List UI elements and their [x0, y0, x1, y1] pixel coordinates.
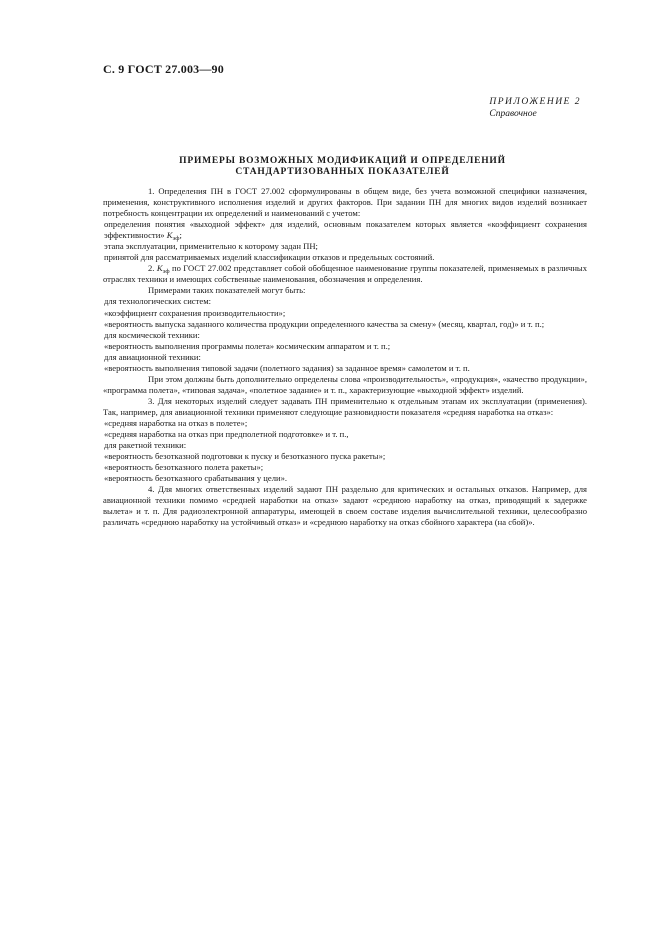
paragraph-12: для авиационной техники:: [104, 351, 201, 362]
paragraph-1: 1. Определения ПН в ГОСТ 27.002 сформулированы в общем виде, без учета возможной специфики назначения, применения, конструктивного исполнения изделий и других факторов. При задании ПН для многих видов изделий возникает потребность концентрации их определений и наименований с учетом:: [103, 186, 587, 219]
title-line-1: ПРИМЕРЫ ВОЗМОЖНЫХ МОДИФИКАЦИЙ И ОПРЕДЕЛЕНИЙ: [179, 156, 506, 166]
paragraph-13: «вероятность выполнения типовой задачи (полетного задания) за заданное время» самолетом и т. п.: [104, 362, 470, 373]
paragraph-21: «вероятность безотказного срабатывания у цели».: [104, 473, 288, 484]
paragraph-18: для ракетной техники:: [104, 440, 187, 451]
paragraph-19: «вероятность безотказной подготовки к пуску и безотказного пуска ракеты»;: [104, 451, 386, 462]
paragraph-2-end: ;: [179, 230, 182, 241]
paragraph-22: 4. Для многих ответственных изделий задают ПН раздельно для критических и остальных отказов. Например, для авиационной техники помимо «средней наработки на отказ» задают «среднюю наработку на отказ, приводящий к задержке вылета» и т. п. Для радиоэлектронной аппаратуры, имеющей в своем составе изделия вычислительной техники, целесообразно различать «среднюю наработку на устойчивый отказ» и «среднюю наработку на отказ сбойного характера (на сбой)».: [103, 484, 587, 528]
paragraph-11: «вероятность выполнения программы полета» космическим аппаратом и т. п.;: [104, 340, 391, 351]
paragraph-15: 3. Для некоторых изделий следует задавать ПН применительно к отдельным этапам их эксплуатации (применения). Так, например, для авиационной техники применяют следующие разновидности показателя «средняя наработка на отказ»:: [103, 395, 587, 417]
k-eff-symbol-2: K: [156, 263, 163, 274]
paragraph-6: Примерами таких показателей могут быть:: [148, 285, 306, 296]
paragraph-2-text: определения понятия «выходной эффект» для изделий, основным показателем которых является «коэффициент сохранения эффективности»: [104, 219, 587, 241]
page-header: С. 9 ГОСТ 27.003—90: [103, 62, 224, 76]
paragraph-5: [103, 263, 587, 285]
paragraph-10: для космической техники:: [104, 329, 200, 340]
k-eff-subscript-2: эф: [162, 268, 170, 276]
paragraph-2: [103, 219, 587, 241]
paragraph-17: «средняя наработка на отказ при предполетной подготовке» и т. п.,: [104, 429, 349, 440]
k-eff-subscript: эф: [172, 235, 180, 243]
paragraph-16: «средняя наработка на отказ в полете»;: [104, 417, 248, 428]
paragraph-7: для технологических систем:: [104, 296, 212, 307]
paragraph-20: «вероятность безотказного полета ракеты»;: [104, 462, 264, 473]
paragraph-8: «коэффициент сохранения производительности»;: [104, 307, 286, 318]
title-line-2: СТАНДАРТИЗОВАННЫХ ПОКАЗАТЕЛЕЙ: [235, 167, 450, 177]
appendix-type: Справочное: [489, 109, 537, 119]
k-eff-symbol: K: [166, 230, 173, 241]
paragraph-3: этапа эксплуатации, применительно к которому задан ПН;: [104, 241, 318, 252]
paragraph-9: «вероятность выпуска заданного количества продукции определенного качества за смену» (месяц, квартал, год)» и т. п.;: [104, 318, 545, 329]
paragraph-5-text: по ГОСТ 27.002 представляет собой обобщенное наименование группы показателей, применяемых в различных отраслях техники и имеющих собственные наименования, обозначения и определения.: [103, 263, 587, 285]
paragraph-5-number: 2.: [148, 263, 157, 274]
body-text: [103, 186, 587, 528]
paragraph-14: При этом должны быть дополнительно определены слова «производительность», «продукция», «качество продукции», «программа полета», «типовая задача», «полетное задание» и т. п., характеризующие «выходной эффект» изделий.: [103, 373, 587, 395]
paragraph-4: принятой для рассматриваемых изделий классификации отказов и предельных состояний.: [104, 252, 435, 263]
appendix-label: ПРИЛОЖЕНИЕ 2: [489, 97, 581, 107]
appendix-block: [489, 96, 581, 120]
document-title: [103, 156, 582, 178]
